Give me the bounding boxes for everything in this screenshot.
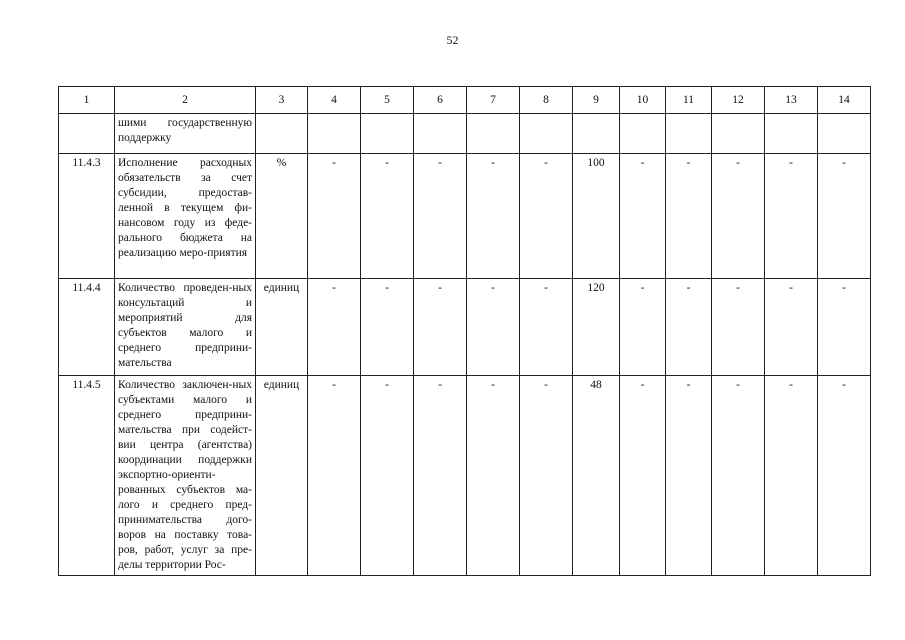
row-value (308, 114, 361, 154)
indicators-table (58, 86, 871, 576)
table-row-continued (59, 114, 871, 154)
row-description: Количество заключен-ных субъектами малого и среднего предприни-мательства при содейст-вии центра (агентства) координации поддержки экспортно-ориенти-рованных субъектов ма-лого и среднего пред-принимательства дого-воров на поставку това-ров, работ, услуг за пре-делы территории Рос- (115, 376, 256, 576)
header-cell: 5 (361, 87, 414, 114)
row-value: - (467, 376, 520, 576)
row-code (59, 114, 115, 154)
table-row (59, 279, 871, 376)
row-value: - (620, 279, 666, 376)
row-value: - (620, 376, 666, 576)
row-value: - (765, 279, 818, 376)
row-value: - (520, 376, 573, 576)
row-value (818, 114, 871, 154)
row-value: - (712, 376, 765, 576)
row-value (765, 114, 818, 154)
header-cell: 4 (308, 87, 361, 114)
row-code: 11.4.5 (59, 376, 115, 576)
row-value: - (620, 154, 666, 279)
table-row (59, 376, 871, 576)
table-row (59, 154, 871, 279)
row-description: Исполнение расходных обязательств за счет субсидии, предостав-ленной в текущем фи-нансовом году из феде-рального бюджета на реализацию меро-приятия (115, 154, 256, 279)
row-value (520, 114, 573, 154)
row-value (414, 114, 467, 154)
row-value: - (467, 279, 520, 376)
header-cell: 14 (818, 87, 871, 114)
row-value (573, 114, 620, 154)
row-value: - (361, 279, 414, 376)
row-value: 120 (573, 279, 620, 376)
row-value (712, 114, 765, 154)
row-value (620, 114, 666, 154)
row-code: 11.4.3 (59, 154, 115, 279)
header-cell: 12 (712, 87, 765, 114)
header-cell: 3 (256, 87, 308, 114)
row-value: - (520, 279, 573, 376)
row-value: - (414, 376, 467, 576)
row-value: - (308, 279, 361, 376)
row-value: - (308, 376, 361, 576)
row-description: шими государственную поддержку (115, 114, 256, 154)
row-value: - (520, 154, 573, 279)
row-value: - (666, 376, 712, 576)
row-value: - (414, 154, 467, 279)
row-value: - (666, 279, 712, 376)
row-value: - (765, 154, 818, 279)
row-value: 48 (573, 376, 620, 576)
row-value: 100 (573, 154, 620, 279)
row-code: 11.4.4 (59, 279, 115, 376)
header-cell: 6 (414, 87, 467, 114)
row-value (666, 114, 712, 154)
row-description: Количество проведен-ных консультаций и мероприятий для субъектов малого и среднего предприни-мательства (115, 279, 256, 376)
row-value: - (308, 154, 361, 279)
header-cell: 9 (573, 87, 620, 114)
row-value: - (712, 154, 765, 279)
row-value: - (666, 154, 712, 279)
row-value: - (765, 376, 818, 576)
row-value (467, 114, 520, 154)
row-value: - (818, 279, 871, 376)
header-cell: 2 (115, 87, 256, 114)
row-value: - (467, 154, 520, 279)
row-unit: единиц (256, 279, 308, 376)
row-value: - (818, 154, 871, 279)
header-cell: 10 (620, 87, 666, 114)
row-value: - (361, 154, 414, 279)
table-header-row (59, 87, 871, 114)
header-cell: 1 (59, 87, 115, 114)
row-unit: % (256, 154, 308, 279)
header-cell: 7 (467, 87, 520, 114)
row-value: - (414, 279, 467, 376)
header-cell: 8 (520, 87, 573, 114)
row-value: - (361, 376, 414, 576)
row-value: - (818, 376, 871, 576)
row-value: - (712, 279, 765, 376)
page-number: 52 (446, 33, 459, 47)
header-cell: 13 (765, 87, 818, 114)
row-unit (256, 114, 308, 154)
row-value (361, 114, 414, 154)
header-cell: 11 (666, 87, 712, 114)
row-unit: единиц (256, 376, 308, 576)
